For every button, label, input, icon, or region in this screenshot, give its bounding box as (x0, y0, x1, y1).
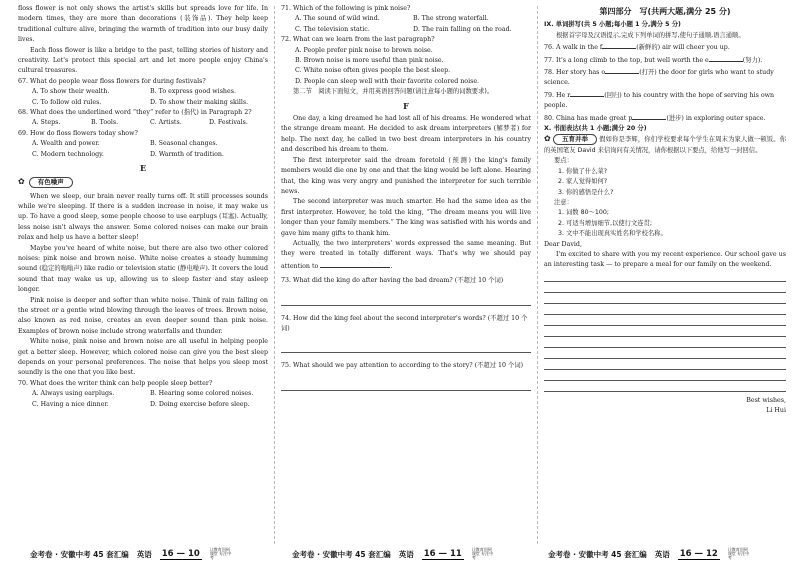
option: B. To express good wishes. (150, 88, 236, 96)
footer-series: 金考卷 · 安徽中考 45 套汇编 (292, 549, 391, 559)
section-f-title: F (403, 100, 409, 111)
section-9-instructions: 根据首字母及汉语提示,完成下列单词的拼写,使句子通顺,语言通顺。 (556, 31, 745, 39)
point-item: 3. 你的感悟是什么? (558, 188, 614, 196)
option: B. The strong waterfall. (413, 15, 489, 23)
answer-line[interactable] (281, 380, 531, 391)
option: A. Steps. (32, 119, 61, 127)
section-e-title: E (139, 163, 147, 174)
passage-f-paragraph: The second interpreter was much smarter. He had the same idea as the first interpreter. However, he told the king, “The dream means you will live longer than your family members.” The king was satisfied with his words and gave him many gifts to thank him. (281, 198, 531, 237)
footer-logo: 让教育回到课堂 专注中考 (727, 547, 750, 560)
option: D. Warmth of tradition. (150, 150, 224, 158)
passage-f-paragraph: Actually, the two interpreters' words expressed the same meaning. But they were treated in totally different ways. That's why we should pay attention to (281, 239, 531, 270)
page-number: 16 — 11 (423, 548, 462, 559)
option: C. The television static. (295, 25, 370, 33)
footer-logo: 让教育回到课堂 专注中考 (209, 547, 232, 560)
page-number: 16 — 10 (161, 548, 200, 559)
footer-subject: 英语 (136, 549, 152, 559)
intro-paragraph: Each floss flower is like a bridge to the past, telling stories of history and creativity. Let's protect this special art and let more people enjoy China's cultural treasures. (18, 46, 268, 75)
question-71: 71. Which of the following is pink noise? (281, 5, 411, 12)
letter-salutation: Dear David, (544, 240, 582, 248)
column-2: 71. Which of the following is pink noise? A. The sound of wild wind. B. The strong waterfall. C. The television static. D. The rain falling on the road. 72. What can we learn from the last paragraph? A. People prefer pink noise to brown noise. B. Brown noise is more useful than pink noise. C. White noise often gives people the best sleep. D. People can sleep well with their favorite colored noise. 第二节 阅读下面短文，并用英语回答问题(请注意每小题的词数要求)。 F One day, a king dreamed he had lost all of his dreams. He wondered what the strange dream meant. He decided to ask dream interpreters (解梦者) for help. The next day, he called in two best dream interpreters in his country and described his dream to them. The first interpreter said the dream foretold (预测) the king's family members would die one by one and that the king would be left alone. Hearing that, the king was very angry and punished the interpreter for such terrible news. The second interpreter was much smarter. He had the same idea as the first interpreter. However, he told the king, “The dream means you will live longer than your family members.” The king was satisfied with his words and gave him many gifts to thank him. Actually, the two interpreters' words expressed the same meaning. But they were treated in totally different ways. That's why we should pay attention to . 73. What did the king do after having the bad dream? (不超过 10 个词) 74. How did the king feel about the second interpreter's words? (不超过 10 个词) 75. What should we pay attention to according to the story? (不超过 10 个词) (281, 4, 531, 391)
letter-closing: Best wishes, (746, 396, 786, 404)
letter-signature: Li Hui (766, 407, 786, 415)
topic-tag: 五育并举 (553, 134, 597, 145)
question-80: 80. China has made great p (进步) in exploring outer space. (544, 112, 786, 124)
option: A. People prefer pink noise to brown noise. (295, 46, 433, 54)
letter-start: I'm excited to share with you my recent experience. Our school gave us an interesting task — to prepare a meal for our family on the weekend. (544, 250, 786, 269)
fill-blank[interactable] (320, 260, 390, 268)
topic-tag: 有色噪声 (29, 177, 73, 188)
question-67: 67. What do people wear floss flowers for during festivals? (18, 77, 206, 85)
writing-line[interactable] (544, 304, 786, 315)
page-footer (30, 548, 232, 560)
option: D. Doing exercise before sleep. (150, 400, 250, 408)
option: C. Artists. (150, 119, 182, 127)
writing-line[interactable] (544, 326, 786, 337)
question-74: 74. How did the king feel about the second interpreter's words? (不超过 10 个词) (281, 314, 528, 332)
writing-line[interactable] (544, 348, 786, 359)
question-73: 73. What did the king do after having the bad dream? (不超过 10 个词) (281, 277, 504, 285)
question-72: 72. What can we learn from the last paragraph? (281, 36, 435, 44)
fill-blank[interactable] (570, 89, 604, 97)
part-4-title: 第四部分 写(共两大题,满分 25 分) (599, 7, 731, 16)
question-70: 70. What does the writer think can help people sleep better? (18, 379, 213, 387)
fill-blank[interactable] (602, 41, 636, 49)
writing-line[interactable] (544, 370, 786, 381)
option: C. Having a nice dinner. (32, 400, 109, 408)
point-item: 1. 你做了什么菜? (558, 167, 608, 175)
points-title: 要点： (554, 157, 573, 165)
question-77: 77. It's a long climb to the top, but well worth the e (努力). (544, 54, 786, 66)
option: A. Always using earplugs. (32, 390, 115, 398)
section-9-title: IX. 单词拼写(共 5 小题;每小题 1 分,满分 5 分) (544, 21, 681, 29)
fill-blank[interactable] (709, 54, 743, 62)
passage-e-paragraph: When we sleep, our brain never really turns off. It still processes sounds while we're sleeping. If there is a sudden increase in noise, it may wake us up. To have a good sleep, some people choose to use earplugs (耳塞). Actually, less noise isn't always the answer. Some colored noises can make our brain relax and help us have a better sleep! (18, 192, 268, 242)
writing-line[interactable] (544, 293, 786, 304)
writing-line[interactable] (544, 359, 786, 370)
option: B. Tools. (91, 119, 119, 127)
passage-e-paragraph: Maybe you've heard of white noise, but there are also two other colored noises: pink noise and brown noise. White noise creates a steady humming sound (稳定的嗡嗡声) like radio or television static (静电噪声). It covers the loud sound that may wake us up, allowing us to sleep faster and stay asleep longer. (18, 244, 268, 294)
question-69: 69. How do floss flowers today show? (18, 129, 138, 137)
option: A. The sound of wild wind. (295, 15, 380, 23)
option: A. Wealth and power. (32, 140, 100, 148)
question-78: 78. Her story has o (打开) the door for girls who want to study science. (544, 66, 786, 89)
point-item: 2. 家人觉得如何? (558, 178, 608, 186)
option: C. White noise often gives people the best sleep. (295, 67, 451, 75)
notes-title: 注意： (554, 198, 573, 206)
writing-line[interactable] (544, 271, 786, 282)
footer-subject: 英语 (654, 549, 670, 559)
writing-line[interactable] (544, 337, 786, 348)
answer-line[interactable] (281, 295, 531, 306)
question-75: 75. What should we pay attention to according to the story? (不超过 10 个词) (281, 362, 524, 370)
writing-line[interactable] (544, 315, 786, 326)
passage-e-paragraph: Pink noise is deeper and softer than white noise. Think of rain falling on the street or a gentle wind blowing through the leaves of trees. Brown noise, also known as red noise, creates an even deeper sound than pink noise. Examples of brown noise include strong waterfalls and thunder. (18, 296, 268, 335)
option: D. The rain falling on the road. (413, 25, 512, 33)
footer-series: 金考卷 · 安徽中考 45 套汇编 (30, 549, 129, 559)
writing-task: 假如你是李辉，你们学校要求每个学生在周末为家人做一顿饭。你的英国笔友 David 来信询问有关情况，请你根据以下要点，给他写一封回信。 (544, 136, 786, 154)
option: B. Brown noise is more useful than pink noise. (295, 57, 444, 65)
flower-icon: ✿ (18, 176, 25, 186)
option: D. Festivals. (209, 119, 248, 127)
option: B. Seasonal changes. (150, 140, 218, 148)
question-79: 79. He r (回归) to his country with the hope of serving his own people. (544, 89, 786, 112)
footer-subject: 英语 (398, 549, 414, 559)
passage-e-paragraph: White noise, pink noise and brown noise are all useful in helping people get a better sleep. However, which colored noise can give you the best sleep depends on your personal preferences. The noise that helps you sleep most soundly is the one that you like best. (18, 338, 268, 377)
column-divider (537, 6, 538, 544)
option: C. To follow old rules. (32, 98, 102, 106)
column-divider (274, 6, 275, 544)
column-1 (18, 4, 268, 410)
section-10-title: X. 书面表达(共 1 小题;满分 20 分) (544, 125, 647, 133)
footer-series: 金考卷 · 安徽中考 45 套汇编 (548, 549, 647, 559)
note-item: 3. 文中不能出现真实姓名和学校名称。 (558, 230, 667, 238)
fill-blank[interactable] (605, 66, 639, 74)
passage-f-paragraph: The first interpreter said the dream foretold (预测) the king's family members would die one by one and that the king would be left alone. Hearing that, the king was very angry and punished the interpreter for such terrible news. (281, 156, 531, 195)
option: B. Hearing some colored noises. (150, 390, 254, 398)
option: D. To show their making skills. (150, 98, 249, 106)
page-number: 16 — 12 (679, 548, 718, 559)
footer-logo: 让教育回到课堂 专注中考 (471, 547, 494, 560)
option: D. People can sleep well with their favorite colored noise. (295, 77, 480, 85)
column-3 (544, 4, 786, 417)
section-2-instructions: 第二节 阅读下面短文，并用英语回答问题(请注意每小题的词数要求)。 (293, 88, 494, 96)
page-footer (292, 548, 494, 560)
intro-paragraph: floss flower is not only shows the artist's skills but spreads love for life. In modern times, they are more than decorations (装饰品). They help keep traditional culture alive, bringing the warmth of tradition into our busy daily lives. (18, 5, 268, 44)
passage-f-paragraph: One day, a king dreamed he had lost all of his dreams. He wondered what the strange dream meant. He decided to ask dream interpreters (解梦者) for help. The next day, he called in two best dream interpreters in his country and described his dream to them. (281, 115, 531, 154)
fill-blank[interactable] (632, 112, 666, 120)
option: A. To show their wealth. (32, 88, 110, 96)
page-footer (548, 548, 750, 560)
writing-line[interactable] (544, 282, 786, 293)
answer-line[interactable] (281, 342, 531, 353)
writing-line[interactable] (544, 381, 786, 392)
question-76: 76. A walk in the f (新鲜的) air will cheer you up. (544, 41, 786, 53)
note-item: 2. 可适当增加细节,以使行文连贯; (558, 219, 652, 227)
question-68: 68. What does the underlined word “they” refer to (指代) in Paragraph 2? (18, 109, 252, 117)
option: C. Modern technology. (32, 150, 104, 158)
flower-icon: ✿ (544, 134, 551, 144)
note-item: 1. 词数 80～100; (558, 209, 610, 217)
